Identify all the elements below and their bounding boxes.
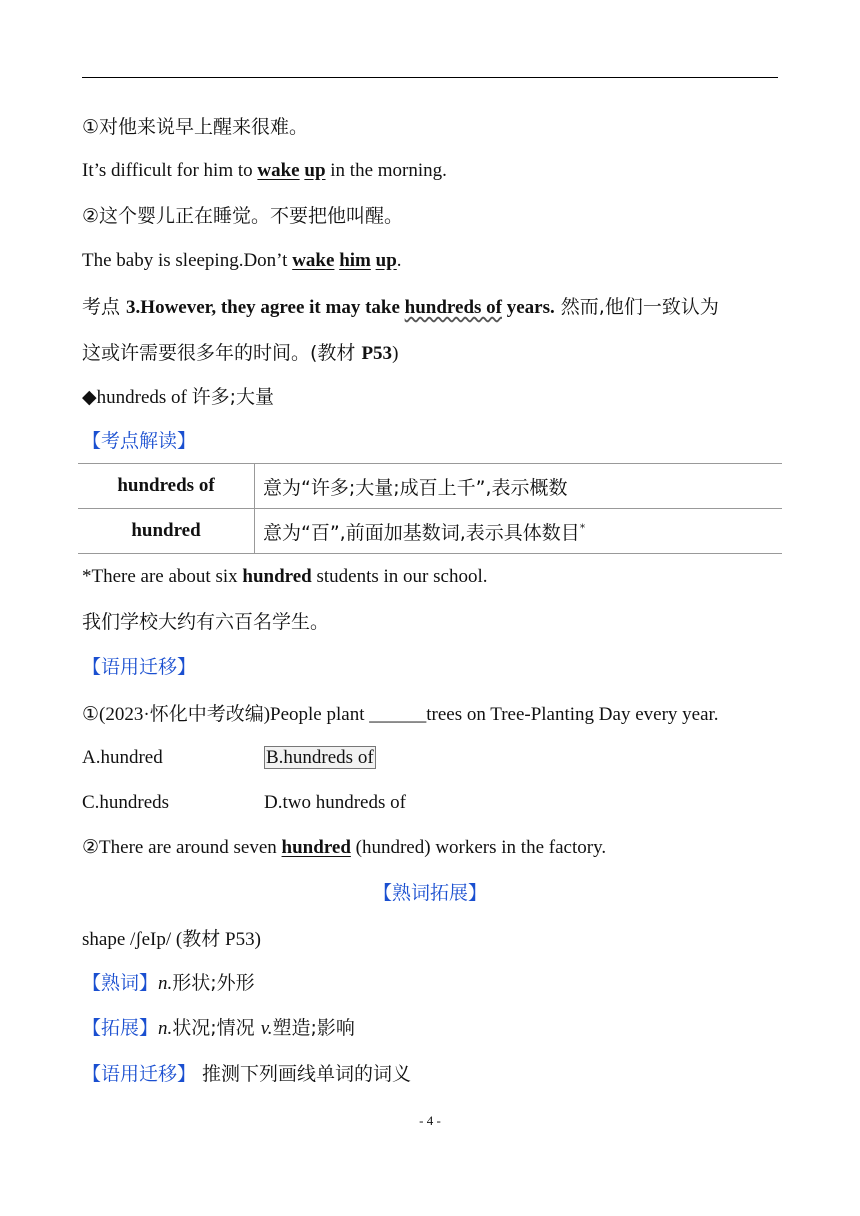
example-six-hundred: *There are about six hundred students in our school. <box>82 566 488 587</box>
option-b[interactable]: B.hundreds of <box>266 747 374 768</box>
header-rule <box>82 77 778 78</box>
table-desc: 意为“许多;大量;成百上千”,表示概数 <box>255 464 783 509</box>
bullet-hundreds-of: ◆hundreds of 许多;大量 <box>82 386 275 408</box>
page-number: - 4 - <box>419 1113 441 1128</box>
example-sentence-cn-1: ①对他来说早上醒来很难。 <box>82 116 309 138</box>
last-qianyi-line: 【语用迁移】 推测下列画线单词的词义 <box>82 1063 412 1085</box>
shuci-line: 【熟词】n.形状;外形 <box>82 972 255 994</box>
kaodian-3-line2: 这或许需要很多年的时间。(教材 P53) <box>82 342 399 364</box>
question-2: ②There are around seven hundred (hundred) workers in the factory. <box>82 837 607 858</box>
option-c[interactable]: C.hundreds <box>82 792 170 813</box>
table-row <box>78 464 782 509</box>
table-term: hundreds of <box>78 464 255 509</box>
question-1: ①(2023·怀化中考改编)People plant ______trees on Tree-Planting Day every year. <box>82 703 719 725</box>
table-desc: 意为“百”,前面加基数词,表示具体数目* <box>255 509 783 554</box>
tuozhan-line: 【拓展】n.状况;情况 v.塑造;影响 <box>82 1017 355 1039</box>
example-sentence-en-2: The baby is sleeping.Don’t wake him up. <box>82 250 402 271</box>
table-row <box>78 509 782 554</box>
kaodian-table <box>78 463 782 554</box>
heading-shuci-tuozhan: 【熟词拓展】 <box>372 882 487 904</box>
shape-entry: shape /ʃeIp/ (教材 P53) <box>82 928 261 950</box>
example-sentence-en-1: It’s difficult for him to wake up in the morning. <box>82 160 447 181</box>
option-d[interactable]: D.two hundreds of <box>264 792 406 813</box>
kaodian-3-line1: 考点 3.However, they agree it may take hundreds of years. 然而,他们一致认为 <box>82 296 719 318</box>
heading-kaodian-jiedu: 【考点解读】 <box>82 430 197 452</box>
example-sentence-cn-2: ②这个婴儿正在睡觉。不要把他叫醒。 <box>82 205 404 227</box>
option-a[interactable]: A.hundred <box>82 747 163 768</box>
heading-yuyong-qianyi: 【语用迁移】 <box>82 656 197 678</box>
example-six-hundred-cn: 我们学校大约有六百名学生。 <box>82 611 330 633</box>
table-term: hundred <box>78 509 255 554</box>
